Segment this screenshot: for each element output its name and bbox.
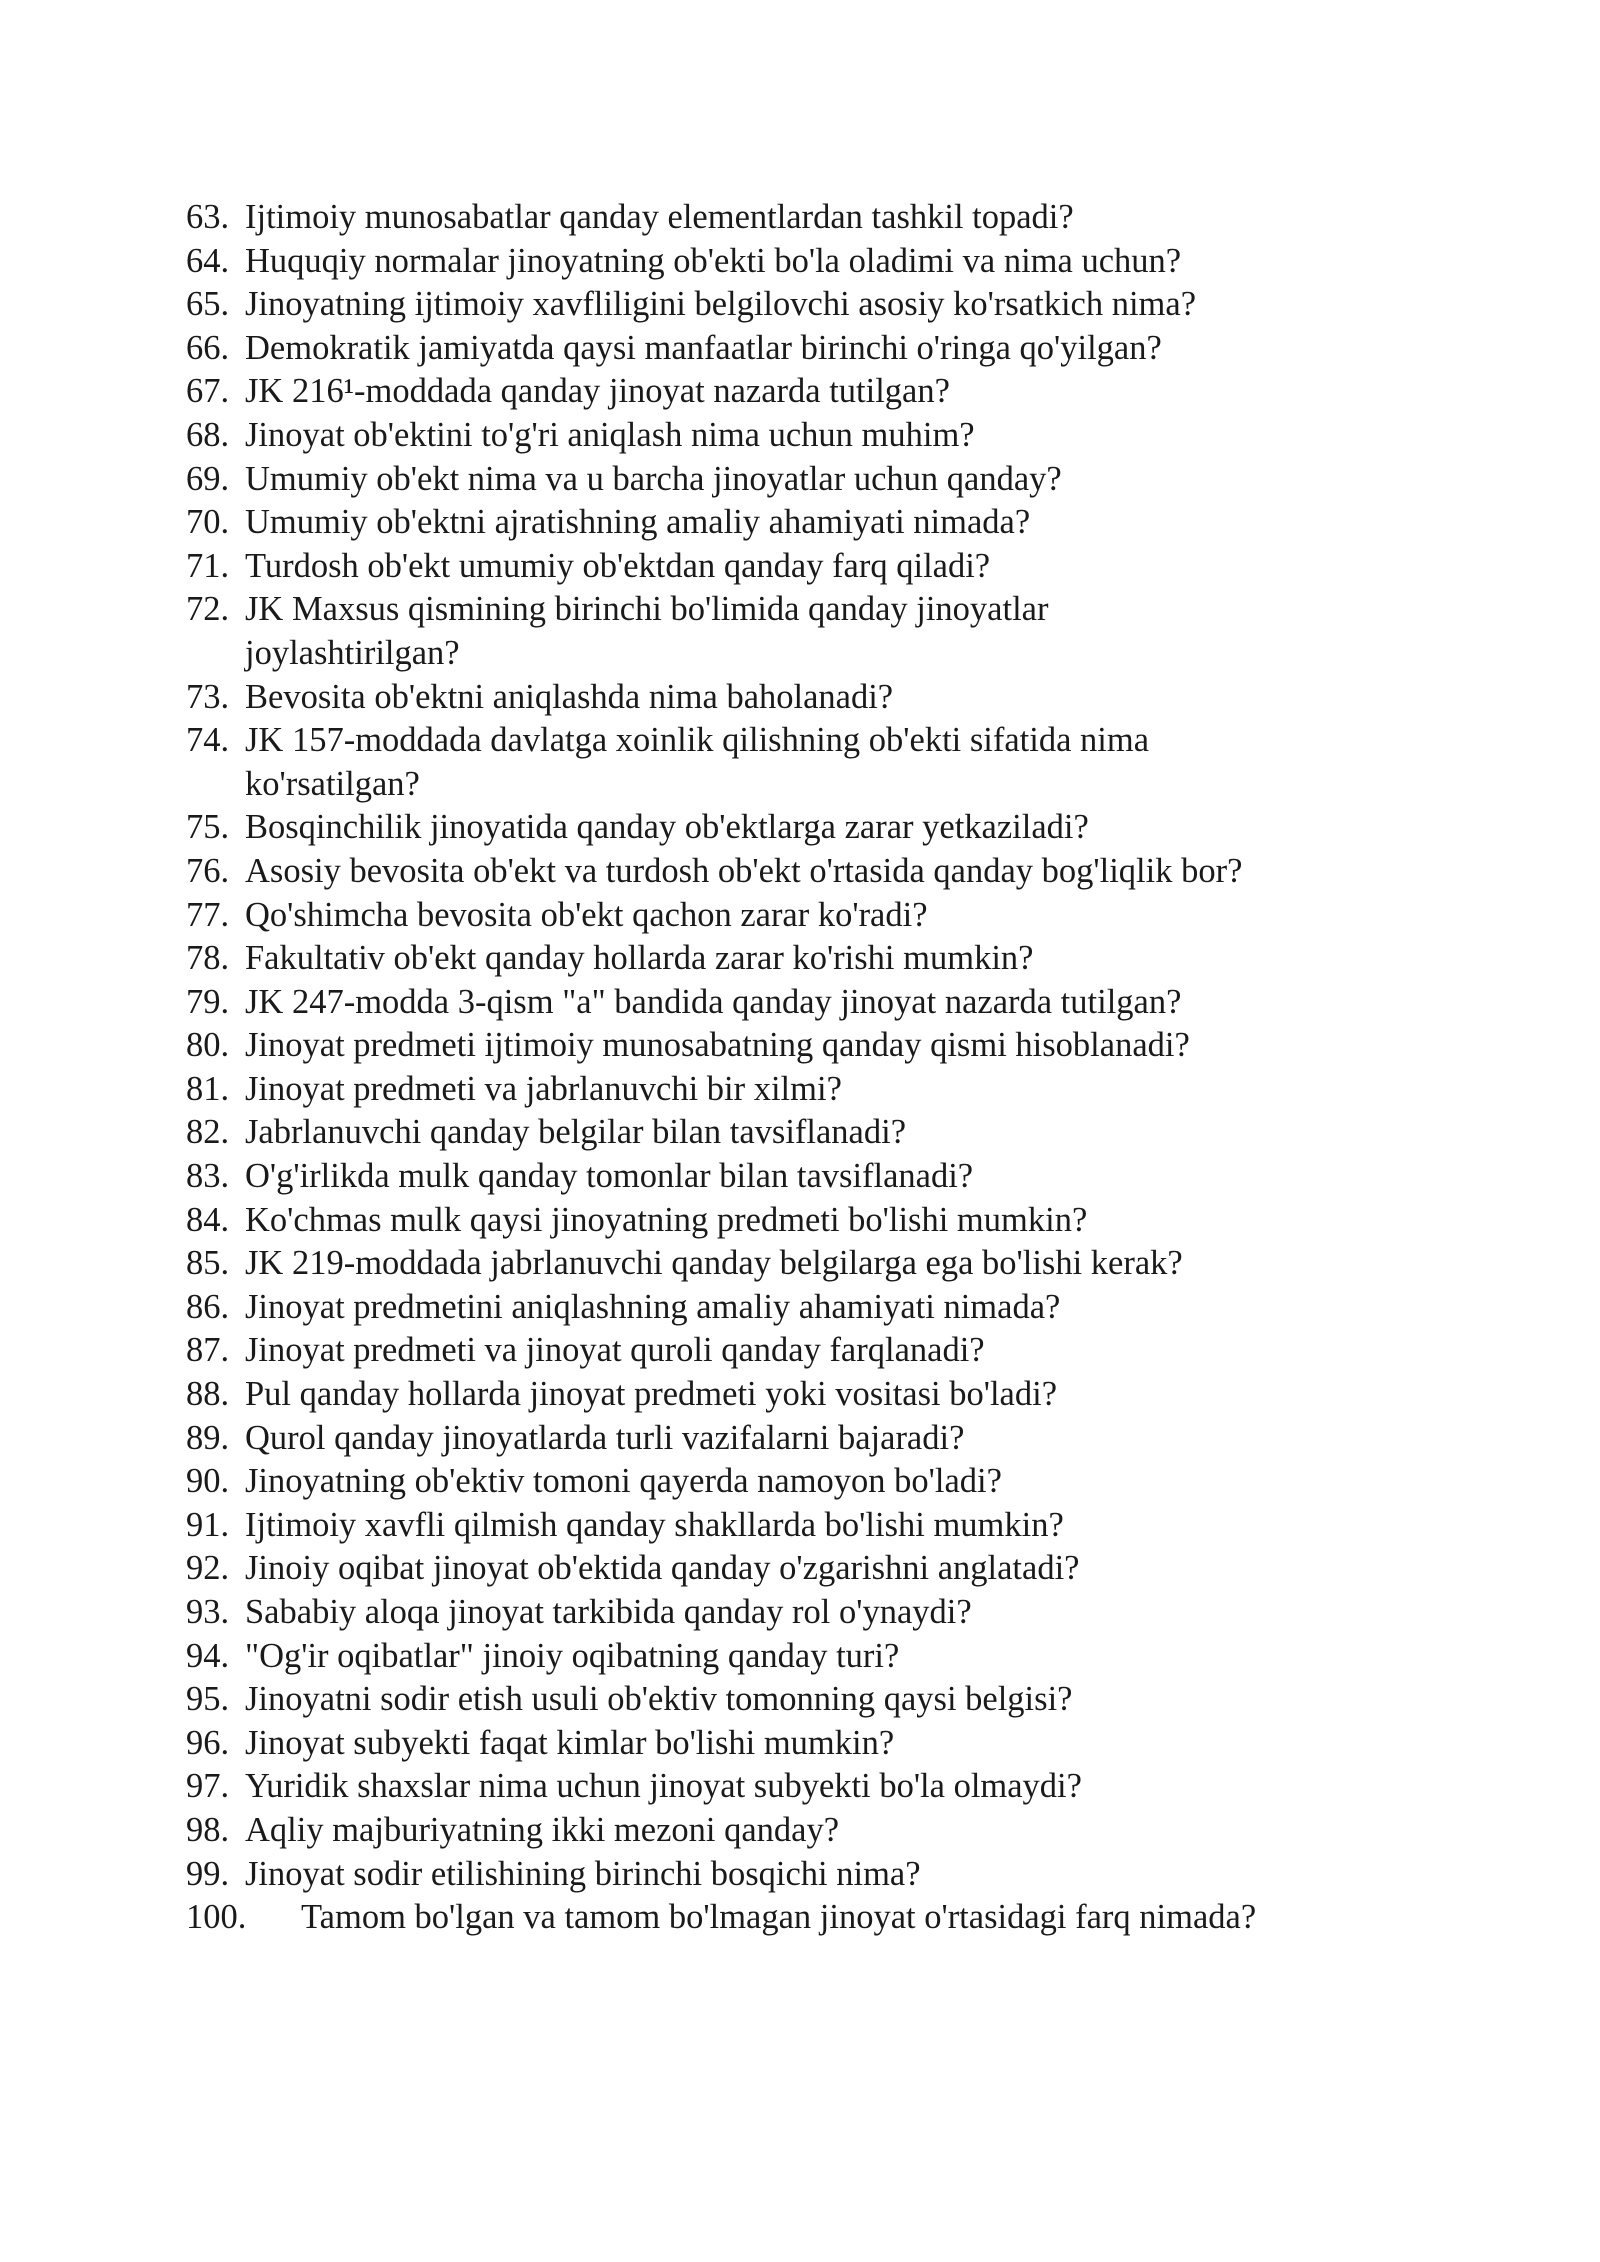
question-number: 79. xyxy=(186,982,230,1021)
question-text: Qo'shimcha bevosita ob'ekt qachon zarar ko'radi? xyxy=(245,895,928,934)
question-item xyxy=(186,937,1426,981)
question-number: 68. xyxy=(186,415,230,454)
question-item xyxy=(186,196,1426,240)
question-number: 70. xyxy=(186,503,230,542)
question-number: 90. xyxy=(186,1462,230,1501)
question-text: Jinoyat sodir etilishining birinchi bosqichi nima? xyxy=(245,1854,921,1893)
question-number: 88. xyxy=(186,1375,230,1414)
question-item xyxy=(186,240,1426,284)
question-item xyxy=(186,1765,1426,1809)
question-item xyxy=(186,1373,1426,1417)
question-text: Pul qanday hollarda jinoyat predmeti yoki vositasi bo'ladi? xyxy=(245,1375,1058,1414)
question-number: 64. xyxy=(186,241,230,280)
question-item xyxy=(186,806,1426,850)
question-number: 63. xyxy=(186,198,230,236)
question-text: Jinoyat predmeti ijtimoiy munosabatning qanday qismi hisoblanadi? xyxy=(245,1026,1190,1065)
question-text: Umumiy ob'ektni ajratishning amaliy ahamiyati nimada? xyxy=(245,503,1031,542)
question-item xyxy=(186,1591,1426,1635)
question-text: Ko'chmas mulk qaysi jinoyatning predmeti bo'lishi mumkin? xyxy=(245,1200,1088,1239)
question-item xyxy=(186,1329,1426,1373)
question-text: JK 219-moddada jabrlanuvchi qanday belgilarga ega bo'lishi kerak? xyxy=(245,1244,1183,1283)
question-number: 84. xyxy=(186,1200,230,1239)
question-number: 66. xyxy=(186,328,230,367)
question-text: O'g'irlikda mulk qanday tomonlar bilan tavsiflanadi? xyxy=(245,1157,974,1196)
question-text: Jinoyat subyekti faqat kimlar bo'lishi mumkin? xyxy=(245,1723,895,1762)
question-item xyxy=(186,1722,1426,1766)
question-number: 77. xyxy=(186,895,230,934)
question-number: 94. xyxy=(186,1636,230,1675)
question-number: 83. xyxy=(186,1157,230,1196)
question-item xyxy=(186,1068,1426,1112)
question-number: 85. xyxy=(186,1244,230,1283)
question-text: JK 216¹-moddada qanday jinoyat nazarda tutilgan? xyxy=(245,372,950,411)
question-number: 91. xyxy=(186,1505,230,1544)
question-number: 73. xyxy=(186,677,230,716)
question-item xyxy=(186,1199,1426,1243)
question-text: Jinoiy oqibat jinoyat ob'ektida qanday o'zgarishni anglatadi? xyxy=(245,1549,1080,1588)
question-list xyxy=(186,196,1426,1940)
question-number: 71. xyxy=(186,546,230,585)
question-text: Jinoyat predmetini aniqlashning amaliy ahamiyati nimada? xyxy=(245,1287,1061,1326)
question-item xyxy=(186,327,1426,371)
question-text: Qurol qanday jinoyatlarda turli vazifalarni bajaradi? xyxy=(245,1418,965,1457)
question-number: 93. xyxy=(186,1593,230,1631)
question-text: Jinoyat predmeti va jabrlanuvchi bir xilmi? xyxy=(245,1069,842,1108)
question-item xyxy=(186,981,1426,1025)
question-text: Ijtimoiy xavfli qilmish qanday shakllarda bo'lishi mumkin? xyxy=(245,1505,1064,1544)
question-number: 67. xyxy=(186,372,230,411)
question-item xyxy=(186,370,1426,414)
question-number: 87. xyxy=(186,1331,230,1370)
question-item xyxy=(186,1678,1426,1722)
question-number: 81. xyxy=(186,1069,230,1108)
question-number: 96. xyxy=(186,1723,230,1762)
question-text: Aqliy majburiyatning ikki mezoni qanday? xyxy=(245,1810,840,1849)
question-text: Jinoyat ob'ektini to'g'ri aniqlash nima uchun muhim? xyxy=(245,415,975,454)
question-text: Asosiy bevosita ob'ekt va turdosh ob'ekt o'rtasida qanday bog'liqlik bor? xyxy=(245,851,1243,890)
question-item xyxy=(186,1853,1426,1897)
question-text: JK 157-moddada davlatga xoinlik qilishning ob'ekti sifatida nima ko'rsatilgan? xyxy=(245,721,1150,803)
question-item xyxy=(186,1417,1426,1461)
question-item xyxy=(186,1635,1426,1679)
question-number: 100. xyxy=(186,1898,247,1937)
question-number: 97. xyxy=(186,1767,230,1806)
question-text: Jinoyatni sodir etish usuli ob'ektiv tomonning qaysi belgisi? xyxy=(245,1680,1073,1719)
question-item xyxy=(186,719,1426,806)
question-text: Demokratik jamiyatda qaysi manfaatlar birinchi o'ringa qo'yilgan? xyxy=(245,328,1162,367)
question-item xyxy=(186,1547,1426,1591)
question-text: Huquqiy normalar jinoyatning ob'ekti bo'la oladimi va nima uchun? xyxy=(245,241,1182,280)
question-item xyxy=(186,676,1426,720)
question-number: 86. xyxy=(186,1287,230,1326)
question-item xyxy=(186,1504,1426,1548)
question-number: 80. xyxy=(186,1026,230,1065)
question-item xyxy=(186,501,1426,545)
question-text: "Og'ir oqibatlar" jinoiy oqibatning qanday turi? xyxy=(245,1636,900,1675)
question-number: 78. xyxy=(186,939,230,978)
question-text: JK Maxsus qismining birinchi bo'limida qanday jinoyatlar joylashtirilgan? xyxy=(245,590,1049,672)
question-item xyxy=(186,414,1426,458)
question-text: Turdosh ob'ekt umumiy ob'ektdan qanday farq qiladi? xyxy=(245,546,991,585)
question-item xyxy=(186,458,1426,502)
question-item xyxy=(186,1024,1426,1068)
question-item xyxy=(186,588,1426,675)
question-text: Bosqinchilik jinoyatida qanday ob'ektlarga zarar yetkaziladi? xyxy=(245,808,1089,847)
question-item xyxy=(186,1155,1426,1199)
question-number: 99. xyxy=(186,1854,230,1893)
question-item xyxy=(186,850,1426,894)
question-number: 74. xyxy=(186,721,230,760)
question-text: Bevosita ob'ektni aniqlashda nima baholanadi? xyxy=(245,677,894,716)
question-text: Jinoyatning ob'ektiv tomoni qayerda namoyon bo'ladi? xyxy=(245,1462,1002,1501)
question-number: 95. xyxy=(186,1680,230,1719)
question-text: Sababiy aloqa jinoyat tarkibida qanday rol o'ynaydi? xyxy=(245,1593,972,1631)
question-text: Jinoyat predmeti va jinoyat quroli qanday farqlanadi? xyxy=(245,1331,985,1370)
question-number: 72. xyxy=(186,590,230,629)
question-item xyxy=(186,1896,1426,1940)
question-item xyxy=(186,1460,1426,1504)
question-number: 75. xyxy=(186,808,230,847)
question-number: 89. xyxy=(186,1418,230,1457)
question-text: JK 247-modda 3-qism "a" bandida qanday jinoyat nazarda tutilgan? xyxy=(245,982,1182,1021)
question-text: Fakultativ ob'ekt qanday hollarda zarar ko'rishi mumkin? xyxy=(245,939,1034,978)
question-number: 65. xyxy=(186,285,230,324)
question-number: 98. xyxy=(186,1810,230,1849)
question-number: 82. xyxy=(186,1113,230,1152)
question-text: Jabrlanuvchi qanday belgilar bilan tavsiflanadi? xyxy=(245,1113,907,1152)
question-text: Tamom bo'lgan va tamom bo'lmagan jinoyat o'rtasidagi farq nimada? xyxy=(301,1898,1257,1937)
question-item xyxy=(186,545,1426,589)
question-item xyxy=(186,894,1426,938)
question-text: Ijtimoiy munosabatlar qanday elementlardan tashkil topadi? xyxy=(245,198,1074,236)
question-item xyxy=(186,1242,1426,1286)
question-item xyxy=(186,1111,1426,1155)
question-number: 92. xyxy=(186,1549,230,1588)
question-number: 76. xyxy=(186,851,230,890)
question-number: 69. xyxy=(186,459,230,498)
question-item xyxy=(186,283,1426,327)
question-item xyxy=(186,1809,1426,1853)
question-item xyxy=(186,1286,1426,1330)
question-text: Umumiy ob'ekt nima va u barcha jinoyatlar uchun qanday? xyxy=(245,459,1062,498)
question-text: Jinoyatning ijtimoiy xavfliligini belgilovchi asosiy ko'rsatkich nima? xyxy=(245,285,1197,324)
question-text: Yuridik shaxslar nima uchun jinoyat subyekti bo'la olmaydi? xyxy=(245,1767,1082,1806)
